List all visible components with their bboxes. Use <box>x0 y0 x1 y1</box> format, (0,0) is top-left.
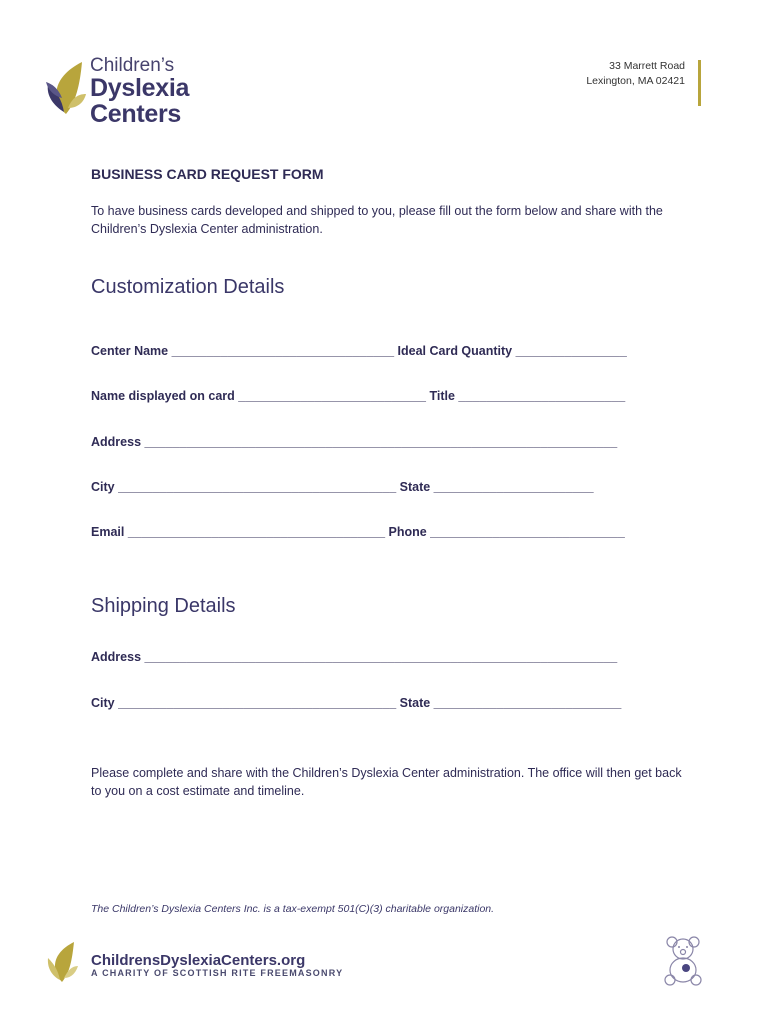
form-title: BUSINESS CARD REQUEST FORM <box>91 166 324 182</box>
shipping-heading: Shipping Details <box>91 595 236 617</box>
field-row-address[interactable]: Address ____________________________________________________________________ <box>91 435 618 449</box>
field-row-email-phone[interactable]: Email _____________________________________ Phone ____________________________ <box>91 525 625 539</box>
shipping-row-city-state[interactable]: City ________________________________________ State ___________________________ <box>91 696 622 710</box>
address-street: 33 Marrett Road <box>609 60 685 72</box>
address-city: Lexington, MA 02421 <box>586 75 685 87</box>
footer-url: ChildrensDyslexiaCenters.org <box>91 952 306 969</box>
intro-text: To have business cards developed and shipped to you, please fill out the form below and share with the Children’s Dyslexia Center administration. <box>91 204 663 236</box>
leaf-logo-icon <box>42 58 90 116</box>
closing-text: Please complete and share with the Children’s Dyslexia Center administration. The office will then get back to you on a cost estimate and timeline. <box>91 766 682 798</box>
field-row-city-state[interactable]: City ________________________________________ State _______________________ <box>91 480 594 494</box>
field-row-center-name[interactable]: Center Name ________________________________ Ideal Card Quantity ________________ <box>91 344 627 358</box>
logo-wordmark <box>90 56 189 127</box>
address-block <box>586 59 685 89</box>
logo-line3: Centers <box>90 100 181 128</box>
gold-divider-bar <box>698 60 701 106</box>
footer-tagline: A CHARITY OF SCOTTISH RITE FREEMASONRY <box>91 968 344 978</box>
teddy-bear-icon <box>662 934 704 986</box>
field-row-name-title[interactable]: Name displayed on card ___________________________ Title ________________________ <box>91 389 626 403</box>
shipping-row-address[interactable]: Address ____________________________________________________________________ <box>91 650 618 664</box>
disclaimer-text: The Children’s Dyslexia Centers Inc. is a tax-exempt 501(C)(3) charitable organization. <box>91 903 495 915</box>
footer-leaf-icon <box>44 938 80 984</box>
logo-line2: Dyslexia <box>90 74 190 102</box>
logo-line1: Children’s <box>90 55 175 76</box>
customization-heading: Customization Details <box>91 276 285 298</box>
